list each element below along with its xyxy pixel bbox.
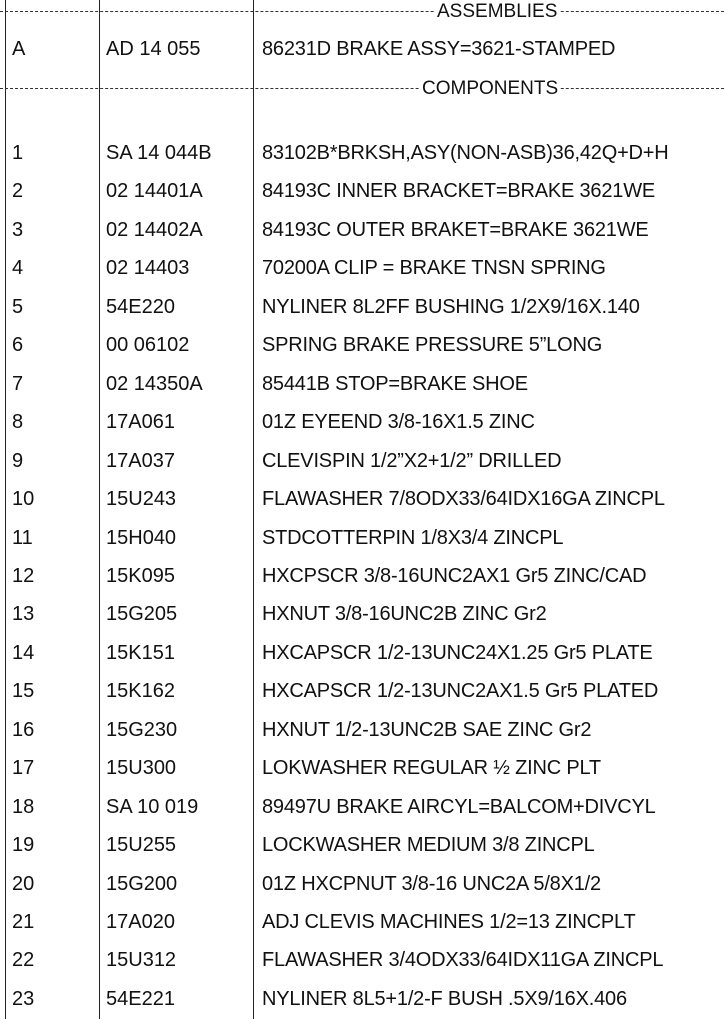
component-item: 13 (12, 603, 35, 625)
component-item: 18 (12, 796, 35, 818)
component-description: HXCAPSCR 1/2-13UNC2AX1.5 Gr5 PLATED (262, 680, 659, 702)
component-description: 84193C OUTER BRAKET=BRAKE 3621WE (262, 219, 649, 241)
column-divider-item-part (99, 0, 100, 1019)
components-separator (0, 88, 724, 89)
component-description: HXCAPSCR 1/2-13UNC24X1.25 Gr5 PLATE (262, 642, 653, 664)
component-part-number: 15K095 (106, 565, 175, 587)
component-item: 7 (12, 373, 24, 395)
component-description: 01Z HXCPNUT 3/8-16 UNC2A 5/8X1/2 (262, 873, 601, 895)
component-description: ADJ CLEVIS MACHINES 1/2=13 ZINCPLT (262, 911, 636, 933)
component-description: HXNUT 1/2-13UNC2B SAE ZINC Gr2 (262, 719, 592, 741)
assemblies-header: ASSEMBLIES (437, 1, 558, 22)
component-item: 17 (12, 757, 35, 779)
component-item: 23 (12, 988, 35, 1010)
component-part-number: 15G200 (106, 873, 178, 895)
assembly-item: A (12, 38, 26, 60)
component-part-number: 15U312 (106, 949, 177, 971)
component-item: 11 (12, 527, 33, 549)
column-divider-left (5, 0, 6, 1019)
component-item: 3 (12, 219, 24, 241)
component-description: HXNUT 3/8-16UNC2B ZINC Gr2 (262, 603, 547, 625)
component-part-number: 15G230 (106, 719, 178, 741)
component-item: 2 (12, 180, 24, 202)
column-divider-part-desc (253, 0, 254, 1019)
component-part-number: SA 10 019 (106, 796, 199, 818)
component-part-number: 17A037 (106, 450, 175, 472)
component-description: 84193C INNER BRACKET=BRAKE 3621WE (262, 180, 656, 202)
component-part-number: 02 14401A (106, 180, 203, 202)
assembly-description: 86231D BRAKE ASSY=3621-STAMPED (262, 38, 616, 60)
component-description: SPRING BRAKE PRESSURE 5”LONG (262, 334, 603, 356)
component-part-number: SA 14 044B (106, 142, 212, 164)
component-part-number: 15H040 (106, 527, 177, 549)
assembly-part-number: AD 14 055 (106, 38, 201, 60)
component-description: CLEVISPIN 1/2”X2+1/2” DRILLED (262, 450, 562, 472)
component-description: NYLINER 8L5+1/2-F BUSH .5X9/16X.406 (262, 988, 627, 1010)
component-item: 19 (12, 834, 35, 856)
component-description: 89497U BRAKE AIRCYL=BALCOM+DIVCYL (262, 796, 656, 818)
component-part-number: 15U243 (106, 488, 177, 510)
component-item: 4 (12, 257, 24, 279)
component-part-number: 15K162 (106, 680, 175, 702)
component-description: 01Z EYEEND 3/8-16X1.5 ZINC (262, 411, 535, 433)
assemblies-separator (0, 11, 724, 12)
component-item: 5 (12, 296, 24, 318)
component-part-number: 17A061 (106, 411, 175, 433)
component-description: 85441B STOP=BRAKE SHOE (262, 373, 528, 395)
component-description: HXCPSCR 3/8-16UNC2AX1 Gr5 ZINC/CAD (262, 565, 647, 587)
component-part-number: 54E221 (106, 988, 175, 1010)
component-description: LOKWASHER REGULAR ½ ZINC PLT (262, 757, 601, 779)
component-part-number: 17A020 (106, 911, 175, 933)
component-item: 6 (12, 334, 24, 356)
component-part-number: 02 14402A (106, 219, 203, 241)
component-part-number: 54E220 (106, 296, 175, 318)
component-item: 10 (12, 488, 35, 510)
component-description: 83102B*BRKSH,ASY(NON-ASB)36,42Q+D+H (262, 142, 669, 164)
component-item: 21 (12, 911, 35, 933)
component-item: 15 (12, 680, 35, 702)
component-item: 20 (12, 873, 35, 895)
component-description: NYLINER 8L2FF BUSHING 1/2X9/16X.140 (262, 296, 640, 318)
component-item: 14 (12, 642, 35, 664)
component-description: FLAWASHER 3/4ODX33/64IDX11GA ZINCPL (262, 949, 664, 971)
component-description: FLAWASHER 7/8ODX33/64IDX16GA ZINCPL (262, 488, 665, 510)
component-part-number: 15K151 (106, 642, 175, 664)
component-part-number: 02 14403 (106, 257, 190, 279)
component-item: 9 (12, 450, 24, 472)
component-part-number: 15U300 (106, 757, 177, 779)
component-part-number: 02 14350A (106, 373, 203, 395)
component-item: 1 (12, 142, 24, 164)
component-item: 8 (12, 411, 24, 433)
component-part-number: 00 06102 (106, 334, 190, 356)
component-item: 12 (12, 565, 35, 587)
component-item: 22 (12, 949, 35, 971)
component-part-number: 15U255 (106, 834, 177, 856)
component-description: STDCOTTERPIN 1/8X3/4 ZINCPL (262, 527, 564, 549)
component-description: LOCKWASHER MEDIUM 3/8 ZINCPL (262, 834, 595, 856)
component-description: 70200A CLIP = BRAKE TNSN SPRING (262, 257, 606, 279)
component-item: 16 (12, 719, 35, 741)
components-header: COMPONENTS (422, 78, 559, 99)
component-part-number: 15G205 (106, 603, 178, 625)
